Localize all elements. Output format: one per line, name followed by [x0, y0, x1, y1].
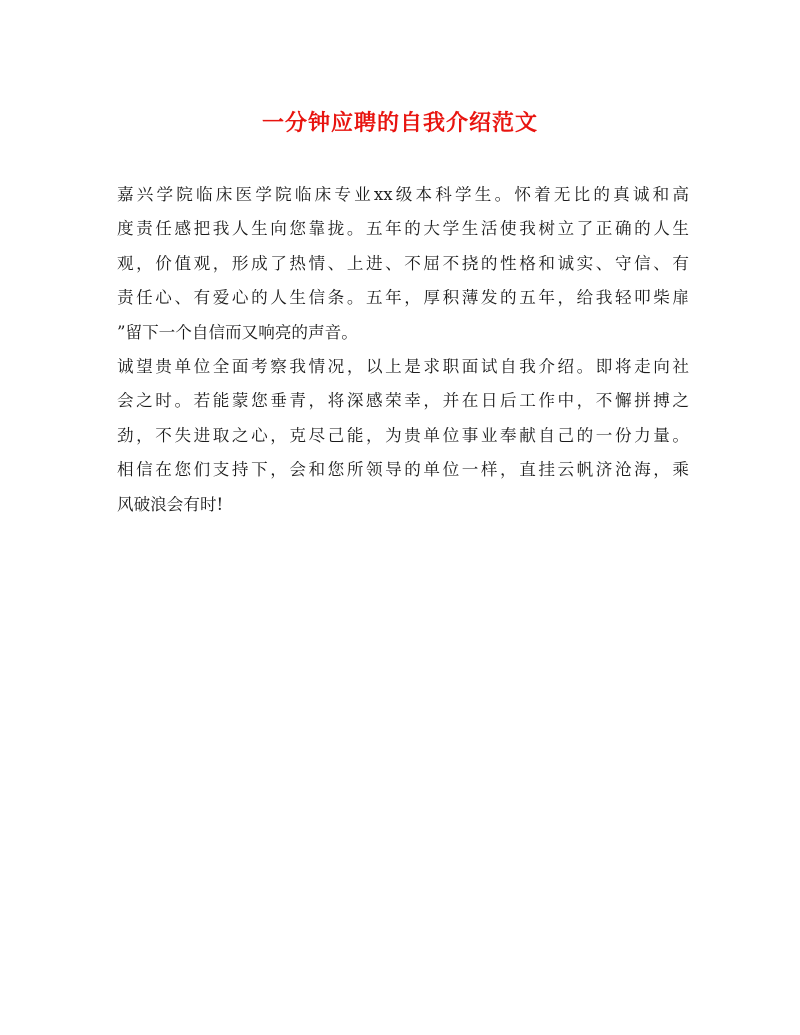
document-title: 一分钟应聘的自我介绍范文	[261, 110, 538, 136]
paragraph-line: ”留下一个自信而又响亮的声音。	[117, 322, 358, 342]
paragraph-line: 诚望贵单位全面考察我情况，以上是求职面试自我介绍。即将走向社	[117, 356, 689, 376]
paragraph-2	[117, 350, 689, 522]
document-body	[117, 178, 689, 522]
paragraph-1	[117, 178, 689, 350]
paragraph-line: 责任心、有爱心的人生信条。五年，厚积薄发的五年，给我轻叩柴扉	[117, 288, 689, 308]
paragraph-line: 观，价值观，形成了热情、上进、不屈不挠的性格和诚实、守信、有	[117, 253, 689, 273]
paragraph-line: 风破浪会有时!	[117, 494, 224, 514]
paragraph-line: 度责任感把我人生向您靠拢。五年的大学生活使我树立了正确的人生	[117, 219, 689, 239]
paragraph-line: 会之时。若能蒙您垂青，将深感荣幸，并在日后工作中，不懈拼搏之	[117, 391, 689, 411]
paragraph-line: 劲，不失进取之心，克尽己能，为贵单位事业奉献自己的一份力量。	[117, 425, 689, 445]
paragraph-line: 相信在您们支持下，会和您所领导的单位一样，直挂云帆济沧海，乘	[117, 460, 689, 480]
paragraph-line: 嘉兴学院临床医学院临床专业xx级本科学生。怀着无比的真诚和高	[117, 185, 689, 204]
